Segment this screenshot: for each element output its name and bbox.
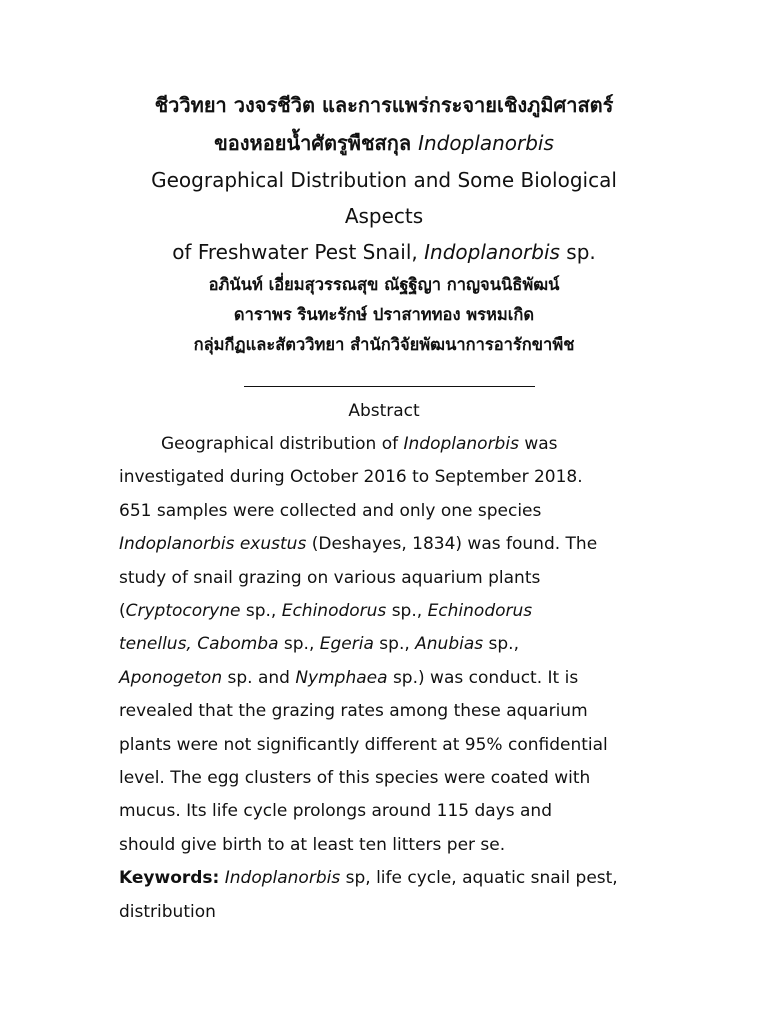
abstract-italic: Echinodorus [281,601,387,622]
keywords-label: Keywords: [119,868,220,889]
abstract-italic: Nymphaea [295,667,388,688]
english-title-line-3 [0,234,768,270]
abstract-italic: Cryptocoryne [125,601,241,622]
abstract-line [119,662,659,695]
authors-line-1: อภินันท์ เอี่ยมสุวรรณสุข ณัฐฐิญา กาญจนนิธิพัฒน์ [208,275,560,294]
abstract-italic: tenellus, Cabomba [119,634,279,655]
abstract-line: should give birth to at least ten litters per se. [119,834,506,855]
keywords-text: sp, life cycle, aquatic snail pest, [340,868,618,889]
abstract-italic: Anubias [415,634,484,655]
abstract-text: sp., [240,601,282,622]
abstract-line: investigated during October 2016 to September 2018. [119,467,583,488]
abstract-line [119,595,659,628]
thai-title-line-2 [0,124,768,162]
english-title-line-2: Aspects [344,204,424,228]
keywords-genus: Indoplanorbis [219,868,341,889]
abstract-line [119,528,659,561]
keywords-line-2: distribution [119,901,216,922]
abstract-line: study of snail grazing on various aquarium plants [119,567,541,588]
abstract-line: revealed that the grazing rates among these aquarium [119,701,588,722]
abstract-line: 651 samples were collected and only one species [119,500,542,521]
abstract-text: sp.) was conduct. It is [387,667,579,688]
thai-title-genus: Indoplanorbis [418,131,554,155]
abstract-line: level. The egg clusters of this species were coated with [119,768,591,789]
english-title-line-3-prefix: of Freshwater Pest Snail, [172,240,425,264]
abstract-text: (Deshayes, 1834) was found. The [306,534,598,555]
abstract-line [119,628,659,661]
affiliation: กลุ่มกีฏและสัตววิทยา สำนักวิจัยพัฒนาการอารักขาพืช [193,335,575,354]
english-title-line-1: Geographical Distribution and Some Biological [151,168,617,192]
abstract-text: ( [119,601,126,622]
abstract-italic: Aponogeton [119,667,223,688]
abstract-line [119,428,659,461]
abstract-italic: Egeria [319,634,374,655]
thai-title-line-1: ชีววิทยา วงจรชีวิต และการแพร่กระจายเชิงภูมิศาสตร์ [154,93,614,117]
keywords-line [119,862,659,895]
abstract-line: plants were not significantly different at 95% confidential [119,734,608,755]
abstract-text: sp. and [222,667,296,688]
thai-title-line-2-text: ของหอยน้ำศัตรูพืชสกุล [214,131,419,155]
abstract-text: sp., [373,634,416,655]
english-title-genus: Indoplanorbis [424,240,560,264]
abstract-line: mucus. Its life cycle prolongs around 115 days and [119,801,552,822]
english-title-line-3-suffix: sp. [559,240,596,264]
abstract-text: was [518,434,558,454]
authors-line-2: ดาราพร รินทะรักษ์ ปราสาททอง พรหมเกิด [233,305,535,324]
abstract-text: sp., [483,634,519,655]
abstract-italic: Indoplanorbis [403,434,519,454]
abstract-text: Geographical distribution of [161,434,404,454]
abstract-text: sp., [386,601,428,622]
abstract-heading: Abstract [348,401,420,421]
abstract-body [119,428,659,929]
abstract-text: sp., [278,634,320,655]
abstract-italic: Echinodorus [427,601,533,622]
title-divider [244,386,535,387]
abstract-italic: Indoplanorbis exustus [119,534,307,555]
title-block [0,86,768,360]
